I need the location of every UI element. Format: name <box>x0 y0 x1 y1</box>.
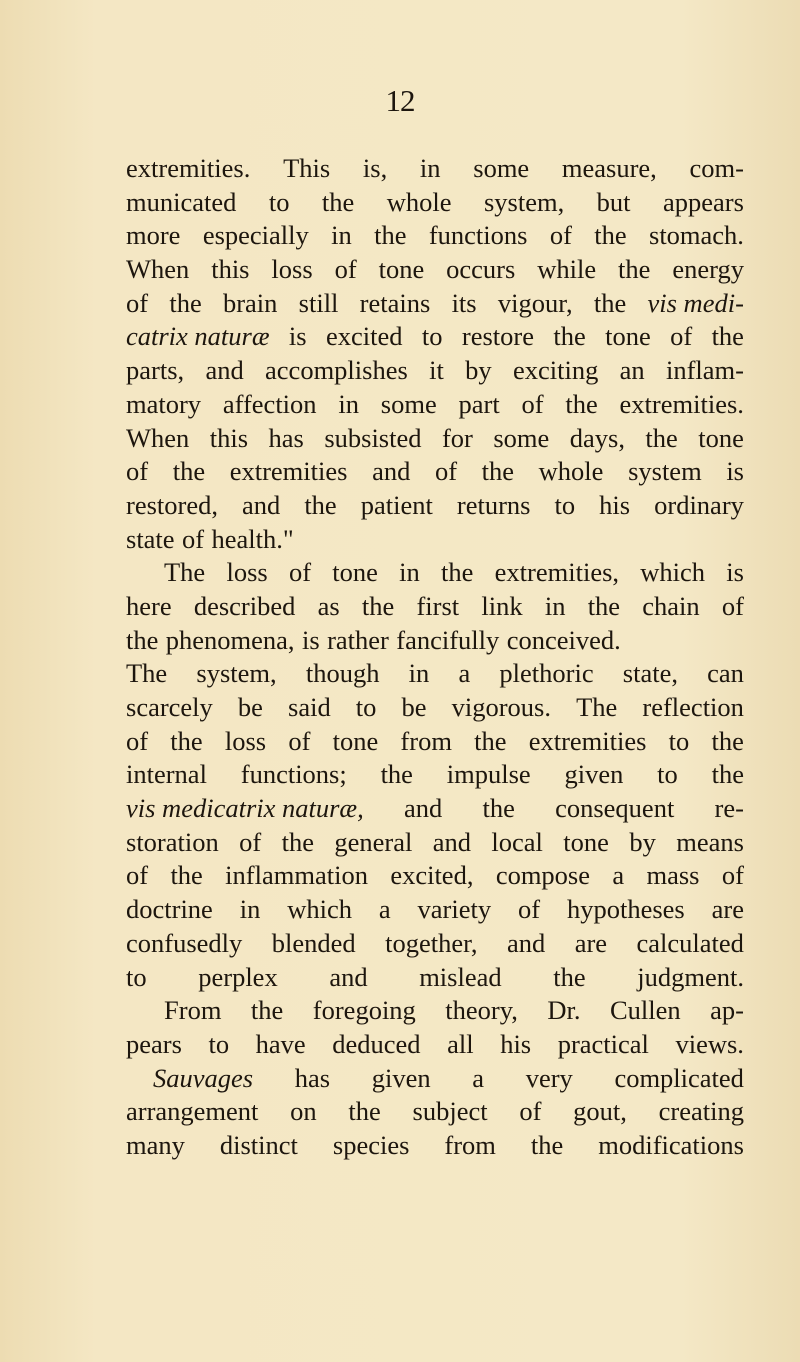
word: parts, <box>126 355 185 386</box>
word: are <box>574 927 608 958</box>
word: internal <box>126 759 207 790</box>
word: described <box>193 590 296 621</box>
word: the <box>594 220 627 251</box>
word: to <box>554 489 576 520</box>
word: of <box>721 590 744 621</box>
word: foregoing <box>312 995 416 1026</box>
word: in <box>544 590 566 621</box>
text-line <box>126 1129 744 1163</box>
word: subject <box>412 1096 488 1127</box>
word: the <box>441 557 474 588</box>
text-line <box>126 994 744 1028</box>
word: this <box>209 422 249 453</box>
word: complicated <box>614 1062 744 1093</box>
text-line <box>126 455 744 489</box>
word: the <box>553 321 586 352</box>
word: system, <box>196 658 277 689</box>
word: can <box>707 658 744 689</box>
text-line <box>126 422 744 456</box>
word: tone <box>605 321 651 352</box>
word: extremities, <box>494 557 620 588</box>
word: link <box>481 590 523 621</box>
word: state, <box>622 658 678 689</box>
text-line <box>126 186 744 220</box>
word: the <box>126 624 159 655</box>
word: tone <box>378 254 425 285</box>
word: system <box>628 456 702 487</box>
word: fancifully <box>396 624 500 655</box>
word: the <box>304 489 337 520</box>
word: loss <box>224 725 267 756</box>
word: to <box>668 725 690 756</box>
word: of <box>549 220 572 251</box>
word: loss <box>271 254 313 285</box>
word: of <box>518 894 541 925</box>
word: the <box>593 287 627 318</box>
word: of <box>288 725 311 756</box>
word: inflammation <box>225 860 368 891</box>
word: which <box>640 557 706 588</box>
word: extremities <box>528 725 647 756</box>
word: the <box>172 456 206 487</box>
word: by <box>629 826 656 857</box>
word: to <box>421 321 443 352</box>
word: and <box>506 927 546 958</box>
text-line <box>126 792 744 826</box>
word: the <box>281 826 314 857</box>
word: appears <box>662 186 744 217</box>
word: energy <box>672 254 744 285</box>
word: a <box>458 658 471 689</box>
word: blended <box>271 927 356 958</box>
word: an <box>619 355 645 386</box>
word: perplex <box>198 961 278 992</box>
word: impulse <box>446 759 531 790</box>
word: tone <box>563 826 609 857</box>
text-line <box>126 152 744 186</box>
word: vis medi- <box>647 287 744 318</box>
word: as <box>317 590 340 621</box>
word: tone <box>332 725 379 756</box>
word: more <box>126 220 181 251</box>
text-line <box>126 556 744 590</box>
word: given <box>564 759 624 790</box>
word: has <box>294 1062 331 1093</box>
word: Cullen <box>610 995 681 1026</box>
word: the <box>169 287 202 318</box>
word: of <box>181 523 205 554</box>
word: in <box>338 388 359 419</box>
word: in <box>419 153 441 183</box>
word: together, <box>385 927 478 958</box>
word: though <box>305 658 380 689</box>
word: still <box>298 287 339 318</box>
word: and <box>329 961 368 992</box>
word: the <box>565 388 598 419</box>
word: and <box>403 793 443 824</box>
word: tone <box>698 422 744 453</box>
word: the <box>482 793 515 824</box>
word: the <box>530 1129 564 1160</box>
word: vis medicatrix naturæ, <box>126 793 364 824</box>
word: of <box>521 388 544 419</box>
text-line <box>126 927 744 961</box>
word: to <box>268 186 290 217</box>
word: part <box>458 388 500 419</box>
word: restored, <box>126 489 218 520</box>
word: municated <box>126 186 237 217</box>
word: patient <box>360 489 433 520</box>
word: all <box>447 1028 474 1059</box>
word: species <box>332 1129 410 1160</box>
word: general <box>334 826 413 857</box>
word: whole <box>538 456 604 487</box>
word: the <box>474 725 507 756</box>
word: and <box>242 489 281 520</box>
word: loss <box>226 557 268 588</box>
word: extremities. <box>126 153 251 183</box>
word: the <box>361 590 395 621</box>
word: confusedly <box>126 927 243 958</box>
word: views. <box>675 1028 744 1059</box>
word: ordinary <box>654 489 744 520</box>
word: creating <box>658 1096 744 1127</box>
word: the <box>374 220 407 251</box>
word: rather <box>327 624 389 655</box>
word: returns <box>456 489 531 520</box>
word: his <box>500 1028 532 1059</box>
word: This <box>283 153 331 183</box>
word: functions; <box>240 759 347 790</box>
word: extremities. <box>619 388 744 419</box>
word: is <box>301 624 320 655</box>
word: and <box>372 456 411 487</box>
word: vigorous. <box>451 692 551 722</box>
word: theory, <box>445 995 518 1026</box>
word: mislead <box>419 961 502 992</box>
word: system, <box>483 186 565 217</box>
word: is <box>288 321 307 352</box>
word: in <box>239 894 261 925</box>
word: first <box>416 590 460 621</box>
word: the <box>587 590 621 621</box>
word: mass <box>646 860 700 891</box>
word: of <box>721 860 744 891</box>
body-text <box>126 152 744 1163</box>
word: catrix naturæ <box>126 321 270 352</box>
word: is <box>726 557 744 588</box>
word: judgment. <box>637 961 744 992</box>
word: restore <box>461 321 534 352</box>
word: be <box>237 692 263 722</box>
word: are <box>711 894 744 925</box>
word: exciting <box>512 355 599 386</box>
text-line <box>126 725 744 759</box>
word: measure, <box>561 153 657 183</box>
word: excited <box>325 321 403 352</box>
word: of <box>239 826 262 857</box>
word: excited, <box>390 860 474 891</box>
word: The <box>164 557 206 588</box>
word: of <box>670 321 693 352</box>
word: has <box>268 422 304 453</box>
text-line <box>126 826 744 860</box>
text-line <box>126 489 744 523</box>
word: Dr. <box>547 995 581 1026</box>
word: of <box>126 287 149 318</box>
word: the <box>250 995 284 1026</box>
word: calculated <box>636 927 744 958</box>
word: the <box>553 961 586 992</box>
word: the <box>380 759 413 790</box>
word: of <box>519 1096 542 1127</box>
word: consequent <box>555 793 675 824</box>
word: of <box>126 725 149 756</box>
word: the <box>618 254 651 285</box>
text-line <box>126 691 744 725</box>
word: from <box>400 725 452 756</box>
text-line <box>126 1095 744 1129</box>
text-line <box>126 523 744 557</box>
text-line <box>126 657 744 691</box>
text-line <box>126 624 744 658</box>
word: a <box>612 860 625 891</box>
word: affection <box>222 388 317 419</box>
word: to <box>208 1028 230 1059</box>
word: to <box>355 692 377 722</box>
word: this <box>211 254 250 285</box>
word: the <box>711 725 744 756</box>
word: some <box>493 422 550 453</box>
text-line <box>126 893 744 927</box>
word: re- <box>714 793 744 824</box>
word: means <box>676 826 744 857</box>
word: the <box>170 725 203 756</box>
word: the <box>645 422 678 453</box>
word: the <box>348 1096 381 1127</box>
word: practical <box>557 1028 649 1059</box>
word: some <box>380 388 437 419</box>
word: brain <box>222 287 278 318</box>
word: stomach. <box>649 220 744 251</box>
word: matory <box>126 388 202 419</box>
word: while <box>537 254 597 285</box>
word: The <box>576 692 618 722</box>
word: doctrine <box>126 894 213 925</box>
word: local <box>491 826 543 857</box>
text-line <box>126 1028 744 1062</box>
word: accomplishes <box>265 355 408 386</box>
word: of <box>126 456 149 487</box>
word: of <box>434 456 458 487</box>
word: said <box>288 692 331 722</box>
text-line <box>126 219 744 253</box>
word: storation <box>126 826 219 857</box>
word: variety <box>417 894 492 925</box>
word: reflection <box>642 692 744 722</box>
word: a <box>378 894 391 925</box>
word: it <box>429 355 444 386</box>
word: arrangement <box>126 1096 259 1127</box>
word: hypotheses <box>566 894 685 925</box>
word: state <box>126 523 175 554</box>
text-line <box>126 859 744 893</box>
word: by <box>465 355 492 386</box>
text-line <box>126 961 744 995</box>
word: The <box>126 658 168 689</box>
word: many <box>126 1129 185 1160</box>
word: his <box>599 489 631 520</box>
word: of <box>334 254 357 285</box>
text-line <box>126 388 744 422</box>
word: in <box>399 557 420 588</box>
word: functions <box>428 220 528 251</box>
word: the <box>321 186 355 217</box>
word: the <box>481 456 515 487</box>
word: for <box>441 422 473 453</box>
word: in <box>331 220 352 251</box>
word: very <box>525 1062 573 1093</box>
word: especially <box>202 220 309 251</box>
word: When <box>126 254 190 285</box>
word: and <box>432 826 472 857</box>
text-line <box>126 354 744 388</box>
word: scarcely <box>126 692 213 722</box>
word: health." <box>211 523 294 554</box>
word: but <box>596 186 631 217</box>
word: gout, <box>573 1096 627 1127</box>
word: inflam- <box>665 355 744 386</box>
word: is, <box>362 153 388 183</box>
word: its <box>451 287 477 318</box>
word: here <box>126 590 172 621</box>
word: vigour, <box>497 287 573 318</box>
word: the <box>170 860 203 891</box>
word: a <box>472 1062 485 1093</box>
word: days, <box>569 422 625 453</box>
word: occurs <box>446 254 516 285</box>
text-line <box>126 320 744 354</box>
word: be <box>401 692 427 722</box>
text-line <box>126 758 744 792</box>
text-line <box>126 1062 744 1096</box>
word: is <box>726 456 744 487</box>
word: the <box>711 759 744 790</box>
word: modifications <box>598 1129 744 1160</box>
word: of <box>288 557 312 588</box>
word: When <box>126 422 190 453</box>
word: conceived. <box>506 624 621 655</box>
word: whole <box>386 186 452 217</box>
word: to <box>657 759 678 790</box>
word: some <box>473 153 530 183</box>
word: of <box>126 860 149 891</box>
word: in <box>408 658 430 689</box>
word: retains <box>359 287 431 318</box>
word: and <box>205 355 244 386</box>
word: to <box>126 961 147 992</box>
word: subsisted <box>324 422 422 453</box>
word: tone <box>332 557 378 588</box>
word: which <box>287 894 352 925</box>
text-line <box>126 287 744 321</box>
word: phenomena, <box>165 624 295 655</box>
text-line <box>126 590 744 624</box>
word: Sauvages <box>153 1062 254 1093</box>
word: have <box>255 1028 306 1059</box>
word: com- <box>689 153 744 183</box>
word: deduced <box>332 1028 421 1059</box>
page-number: 12 <box>385 83 415 118</box>
word: from <box>444 1129 496 1160</box>
word: ap- <box>710 995 744 1026</box>
word: on <box>290 1096 317 1127</box>
word: the <box>711 321 744 352</box>
word: distinct <box>219 1129 298 1160</box>
word: pears <box>126 1028 182 1059</box>
word: plethoric <box>499 658 594 689</box>
word: extremities <box>229 456 348 487</box>
text-line <box>126 253 744 287</box>
word: chain <box>642 590 700 621</box>
word: given <box>371 1062 431 1093</box>
word: compose <box>495 860 591 891</box>
word: From <box>164 995 222 1026</box>
